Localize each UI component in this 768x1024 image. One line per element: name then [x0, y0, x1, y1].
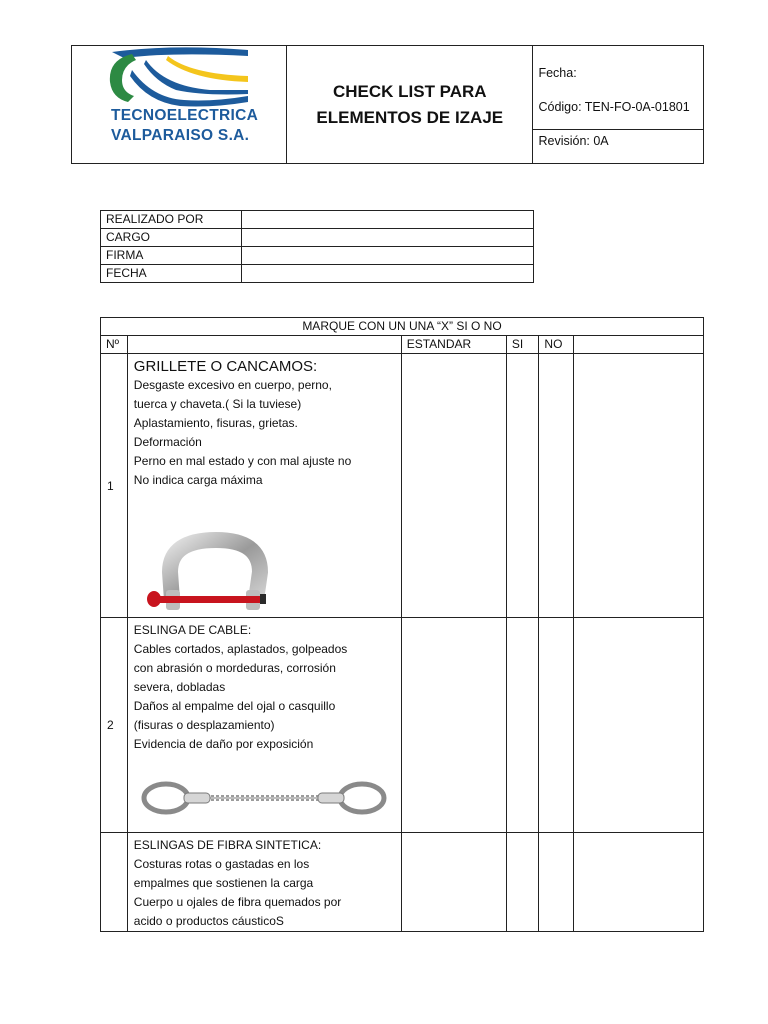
item-line: con abrasión o mordeduras, corrosión	[133, 661, 336, 675]
company-name-line2: VALPARAISO S.A.	[111, 127, 250, 144]
col-number-header: Nº	[101, 336, 128, 354]
item-heading: ESLINGAS DE FIBRA SINTETICA:	[133, 838, 322, 852]
col-description-header	[127, 336, 401, 354]
item-line: Desgaste excesivo en cuerpo, perno,	[133, 378, 332, 392]
item-line: severa, dobladas	[133, 680, 226, 694]
item-line: (fisuras o desplazamiento)	[133, 718, 275, 732]
company-name-line1: TECNOELECTRICA	[111, 107, 259, 124]
item-si-cell[interactable]	[506, 354, 539, 618]
item-standard-cell[interactable]	[401, 354, 506, 618]
item-number: 2	[101, 618, 128, 833]
checklist-row	[101, 618, 704, 833]
item-line: No indica carga máxima	[133, 473, 263, 487]
col-observations-header	[574, 336, 704, 354]
info-input-cargo[interactable]	[242, 229, 534, 247]
checklist-table	[100, 317, 704, 932]
codigo-label: Código: TEN-FO-0A-01801	[538, 100, 690, 114]
document-title-line1: CHECK LIST PARA	[332, 81, 487, 101]
revision-label: Revisión: 0A	[538, 134, 609, 148]
item-standard-cell[interactable]	[401, 618, 506, 833]
item-number	[101, 833, 128, 932]
col-no-header: NO	[539, 336, 574, 354]
info-input-firma[interactable]	[242, 247, 534, 265]
item-line: empalmes que sostienen la carga	[133, 876, 314, 890]
fecha-label: Fecha:	[538, 66, 577, 80]
shackle-photo-icon	[140, 532, 270, 616]
info-label-cargo: CARGO	[101, 229, 242, 247]
item-line: Cuerpo u ojales de fibra quemados por	[133, 895, 342, 909]
item-line: Deformación	[133, 435, 202, 449]
item-standard-cell[interactable]	[401, 833, 506, 932]
item-observations-cell[interactable]	[574, 833, 704, 932]
wire-rope-sling-photo-icon	[136, 770, 392, 822]
item-line: Aplastamiento, fisuras, grietas.	[133, 416, 298, 430]
info-input-fecha[interactable]	[242, 265, 534, 283]
col-si-header: SI	[506, 336, 539, 354]
document-title-line2: ELEMENTOS DE IZAJE	[316, 107, 504, 127]
item-observations-cell[interactable]	[574, 618, 704, 833]
item-line: Costuras rotas o gastadas en los	[133, 857, 310, 871]
item-description	[127, 354, 401, 618]
logo-cell	[72, 46, 287, 164]
item-number: 1	[101, 354, 128, 618]
checklist-row	[101, 354, 704, 618]
item-line: Evidencia de daño por exposición	[133, 737, 314, 751]
title-cell	[287, 46, 533, 164]
item-si-cell[interactable]	[506, 833, 539, 932]
info-table	[100, 210, 534, 283]
item-no-cell[interactable]	[539, 833, 574, 932]
meta-top	[533, 46, 703, 130]
item-no-cell[interactable]	[539, 354, 574, 618]
item-line: acido o productos cáusticoS	[133, 914, 284, 928]
info-label-firma: FIRMA	[101, 247, 242, 265]
checklist-row	[101, 833, 704, 932]
item-observations-cell[interactable]	[574, 354, 704, 618]
item-no-cell[interactable]	[539, 618, 574, 833]
checklist-banner: MARQUE CON UN UNA “X” SI O NO	[101, 318, 704, 336]
item-line: Daños al empalme del ojal o casquillo	[133, 699, 336, 713]
item-heading: ESLINGA DE CABLE:	[133, 623, 252, 637]
item-line: tuerca y chaveta.( Si la tuviese)	[133, 397, 302, 411]
info-label-fecha: FECHA	[101, 265, 242, 283]
col-standard-header: ESTANDAR	[401, 336, 506, 354]
document-header	[71, 45, 704, 164]
item-si-cell[interactable]	[506, 618, 539, 833]
info-input-realizado[interactable]	[242, 211, 534, 229]
item-line: Perno en mal estado y con mal ajuste no	[133, 454, 352, 468]
info-label-realizado: REALIZADO POR	[101, 211, 242, 229]
meta-cell	[533, 46, 704, 164]
item-heading: GRILLETE O CANCAMOS:	[133, 358, 318, 375]
item-description	[127, 618, 401, 833]
item-description	[127, 833, 401, 932]
item-line: Cables cortados, aplastados, golpeados	[133, 642, 348, 656]
